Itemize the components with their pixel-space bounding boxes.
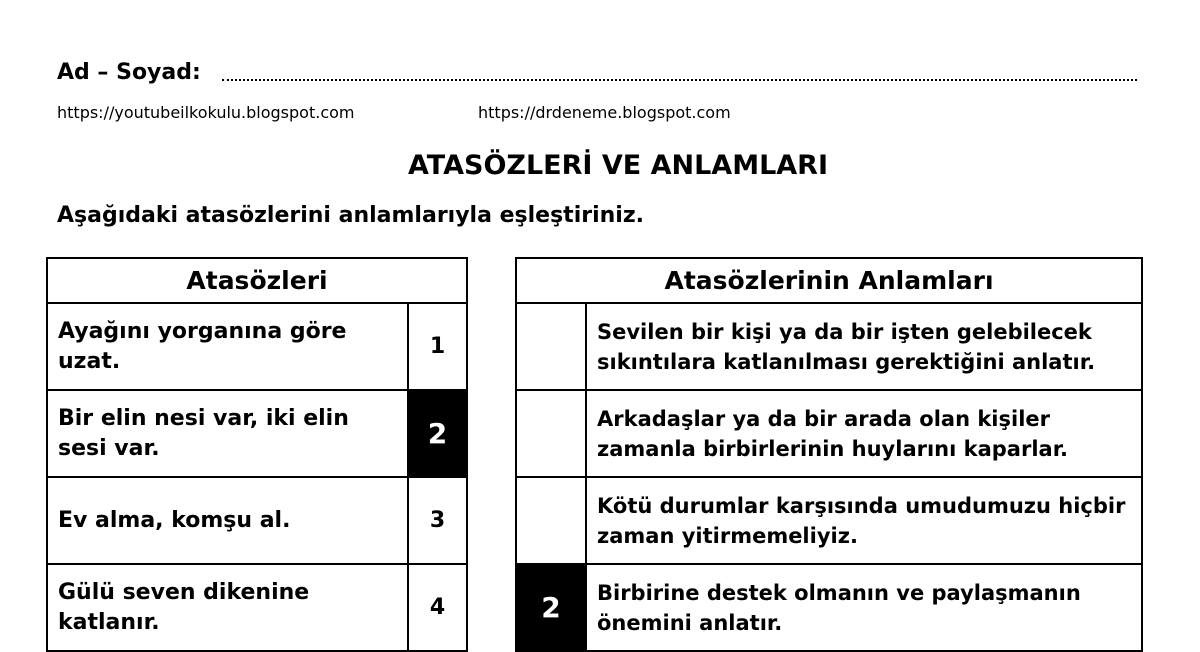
answer-box[interactable] bbox=[516, 390, 586, 477]
proverb-number: 3 bbox=[408, 477, 467, 564]
proverb-number: 4 bbox=[408, 564, 467, 651]
answer-box[interactable] bbox=[516, 303, 586, 390]
table-row bbox=[47, 390, 467, 477]
instruction-text: Aşağıdaki atasözlerini anlamlarıyla eşleştiriniz. bbox=[57, 203, 644, 228]
table-row bbox=[47, 564, 467, 651]
answer-box[interactable] bbox=[516, 477, 586, 564]
table-row bbox=[516, 477, 1142, 564]
proverb-number: 2 bbox=[408, 390, 467, 477]
proverb-text: Gülü seven dikenine katlanır. bbox=[47, 564, 408, 651]
meaning-text: Birbirine destek olmanın ve paylaşmanın önemini anlatır. bbox=[586, 564, 1142, 651]
table-row bbox=[47, 477, 467, 564]
meanings-header: Atasözlerinin Anlamları bbox=[516, 258, 1142, 303]
meanings-table bbox=[515, 257, 1143, 652]
answer-box[interactable]: 2 bbox=[516, 564, 586, 651]
name-line bbox=[57, 60, 1137, 90]
blog-link-2[interactable]: https://drdeneme.blogspot.com bbox=[478, 103, 731, 122]
name-fill-line[interactable] bbox=[222, 79, 1137, 81]
table-row bbox=[516, 564, 1142, 651]
proverbs-table bbox=[46, 257, 468, 652]
name-label: Ad – Soyad: bbox=[57, 60, 201, 85]
table-row bbox=[47, 303, 467, 390]
meaning-text: Sevilen bir kişi ya da bir işten gelebilecek sıkıntılara katlanılması gerektiğini anlatır. bbox=[586, 303, 1142, 390]
table-row bbox=[516, 390, 1142, 477]
proverb-text: Ev alma, komşu al. bbox=[47, 477, 408, 564]
blog-link-1[interactable]: https://youtubeilkokulu.blogspot.com bbox=[57, 103, 355, 122]
meaning-text: Kötü durumlar karşısında umudumuzu hiçbir zaman yitirmemeliyiz. bbox=[586, 477, 1142, 564]
table-row bbox=[516, 303, 1142, 390]
proverb-text: Bir elin nesi var, iki elin sesi var. bbox=[47, 390, 408, 477]
proverb-number: 1 bbox=[408, 303, 467, 390]
page-title: ATASÖZLERİ VE ANLAMLARI bbox=[407, 150, 829, 181]
proverb-text: Ayağını yorganına göre uzat. bbox=[47, 303, 408, 390]
meaning-text: Arkadaşlar ya da bir arada olan kişiler zamanla birbirlerinin huylarını kaparlar. bbox=[586, 390, 1142, 477]
proverbs-header: Atasözleri bbox=[47, 258, 467, 303]
